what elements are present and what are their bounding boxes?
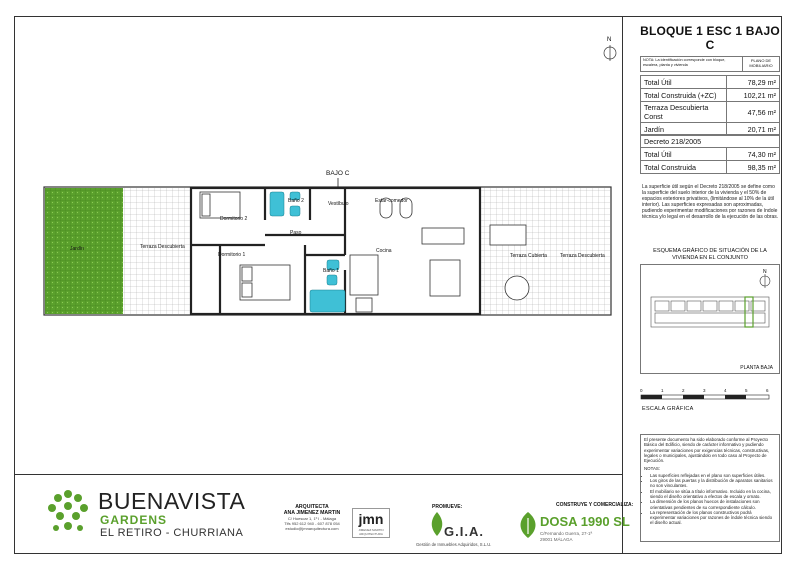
- label-terraza-cub: Terraza Cubierta: [510, 253, 547, 259]
- label-jardin: Jardín: [70, 246, 84, 252]
- note-item: • Los giros de las puertas y la distribución de aparatos sanitarios no son vinculantes.: [650, 478, 776, 489]
- buenavista-logo-icon: [38, 484, 98, 544]
- builder-address: C/Fernando Guerra, 27-1ª 29001 MÁLAGA: [540, 531, 593, 542]
- info-box: [640, 434, 780, 542]
- note-item: • El mobiliario se sitúa a título informativo. Incluido en la cocina, siendo el diseño orientativo a efectos de escala y ornato.: [650, 489, 776, 500]
- svg-text:2: 2: [682, 388, 685, 393]
- jmn-logo: jmn JIMENEZ MARTIN ARQUITECTURA: [352, 508, 390, 538]
- builder-name: DOSA 1990 SL: [540, 514, 630, 529]
- brand-name: BUENAVISTA: [98, 488, 246, 514]
- label-dormitorio1: Dormitorio 1: [218, 252, 246, 258]
- gia-leaf-icon: [430, 512, 444, 536]
- architect-email: estudio@jmnarquitectura.com: [285, 526, 339, 532]
- unit-title: BLOQUE 1 ESC 1 BAJO C: [640, 24, 780, 52]
- area-row: Total Construida (+ZC) 102,21 m²: [641, 89, 780, 102]
- label-estar: Estar-comedor: [375, 198, 408, 204]
- svg-text:0: 0: [640, 388, 643, 393]
- label-paso: Paso: [290, 230, 302, 236]
- architect-heading: ARQUITECTA: [295, 504, 329, 510]
- decree-row: Total Construida 98,35 m²: [641, 161, 780, 174]
- terrace-right: [480, 188, 610, 314]
- site-label: PLANTA BAJA: [740, 365, 773, 371]
- site-plan-drawing: [641, 265, 779, 373]
- note-item: • La representación de los planos constructivos podrá experimentar variaciones por razones de índole técnica siendo el diseño actual.: [650, 510, 776, 526]
- footer-divider: [14, 474, 622, 475]
- site-plan: [640, 264, 780, 374]
- svg-text:N: N: [763, 269, 767, 275]
- svg-text:4: 4: [724, 388, 727, 393]
- decree-row: Total Útil 74,30 m²: [641, 148, 780, 161]
- label-bano1: Baño 1: [323, 268, 339, 274]
- sidebar-divider: [622, 16, 623, 554]
- architect-address: C/ Huescar 1, 1º I - Málaga: [287, 516, 337, 522]
- note-row: [640, 56, 780, 72]
- promoter-label: PROMUEVE:: [432, 504, 463, 510]
- promoter-name: G.I.A.: [444, 524, 484, 539]
- area-table: [640, 75, 780, 136]
- svg-text:3: 3: [703, 388, 706, 393]
- promoter-sub: Gestión de Inmuebles Adquiridos, S.L.U.: [416, 542, 492, 547]
- decree-header: Decreto 218/2005: [641, 135, 780, 148]
- builder-label: CONSTRUYE Y COMERCIALIZA:: [556, 502, 634, 508]
- label-bajo: BAJO C: [326, 170, 350, 177]
- situation-title: ESQUEMA GRÁFICO DE SITUACIÓN DE LA VIVIENDA EN EL CONJUNTO: [653, 248, 767, 261]
- surface-description: La superficie útil según el Decreto 218/2005 se define como la superficie del suelo interior de la vivienda y el 50% de espacios exteriores privativos, (limitándose al 10% de la útil interior). Las superficies expresadas son aproximadas, pudiendo experimentar modificaciones por razones de índole técnica y/o legal en el desarrollo de la ejecución de las obras.: [642, 184, 779, 220]
- label-bano2: Baño 2: [288, 198, 304, 204]
- area-row: Terraza Descubierta Const 47,56 m²: [641, 102, 780, 123]
- note-item: • La dimensión de los planos huecos de instalaciones son orientativas pendientes de su correspondiente cálculo.: [650, 499, 776, 510]
- svg-text:1: 1: [661, 388, 664, 393]
- garden-area: [45, 188, 123, 314]
- label-terraza-desc-left: Terraza Descubierta: [140, 244, 185, 250]
- brand-location: EL RETIRO - CHURRIANA: [100, 527, 244, 539]
- compass-icon: [600, 34, 620, 64]
- area-row: Total Útil 78,29 m²: [641, 76, 780, 89]
- label-terraza-desc-right: Terraza Descubierta: [560, 253, 605, 259]
- label-cocina: Cocina: [376, 248, 392, 254]
- label-dormitorio2: Dormitorio 2: [220, 216, 248, 222]
- architect-phone: Tlfs 952 612 940 - 607 878 054: [284, 521, 340, 527]
- area-row: Jardín 20,71 m²: [641, 123, 780, 136]
- notes-title: NOTAS:: [644, 466, 661, 472]
- terrace-left: [123, 188, 191, 314]
- decree-table: [640, 134, 780, 174]
- notes-list: [644, 473, 776, 526]
- plan-type: PLANO DE MOBILIARIO: [749, 58, 773, 68]
- note-text: NOTA: La identificación corresponde con bloque, escalera, planta y vivienda: [641, 57, 743, 71]
- svg-text:5: 5: [745, 388, 748, 393]
- svg-text:6: 6: [766, 388, 769, 393]
- architect-name: ANA JIMENEZ MARTIN: [283, 510, 341, 517]
- note-item: • Las superficies reflejadas en el plano son superficies útiles.: [650, 473, 776, 478]
- scale-label: ESCALA GRÁFICA: [642, 406, 694, 412]
- brand-subname: GARDENS: [100, 513, 168, 527]
- label-vestibulo: Vestíbulo: [328, 201, 349, 207]
- floor-plan: [40, 160, 615, 320]
- architect-block: [276, 504, 348, 531]
- dosa-logo-icon: [518, 512, 538, 538]
- info-text: El presente documento ha sido elaborado conforme al Proyecto Básico del Edificio, siendo de carácter informativo y pudiendo experimentar variaciones por exigencias técnicas, constructivas, legales o municipales, ajustándolo en todo caso al Proyecto de Ejecución.: [644, 437, 770, 464]
- svg-text:N: N: [607, 37, 612, 43]
